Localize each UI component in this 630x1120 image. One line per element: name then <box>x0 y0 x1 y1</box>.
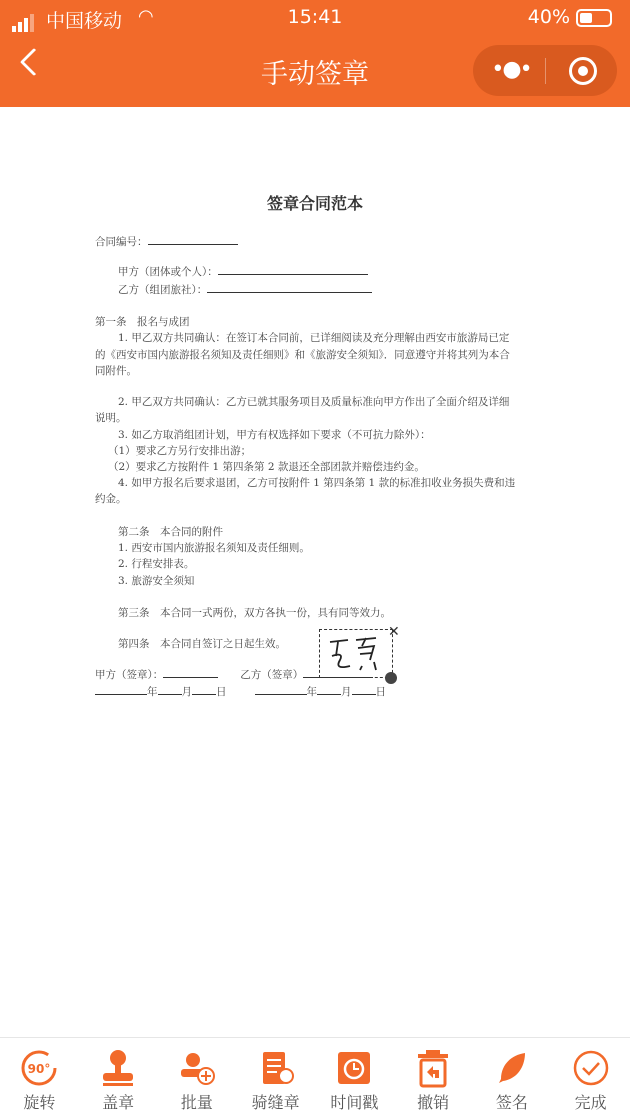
wifi-icon: ◠ <box>138 6 154 27</box>
label: 甲方（团体或个人）： <box>118 266 218 278</box>
label: 旋转 <box>23 1093 56 1112</box>
article-heading: 第三条 本合同一式两份，双方各执一份，具有同等效力。 <box>118 607 391 619</box>
blank <box>207 283 372 293</box>
carrier: 中国移动 <box>46 10 123 32</box>
header <box>0 0 630 107</box>
paragraph-line: 1. 甲乙双方共同确认：在签订本合同前，已详细阅读及充分理解由西安市旅游局已定 <box>118 332 510 344</box>
label: 完成 <box>574 1093 607 1112</box>
seam-stamp-button[interactable] <box>236 1038 315 1120</box>
contract-document <box>0 107 630 1037</box>
paragraph-line: 4. 如甲方报名后要求退团，乙方可按附件 1 第四条第 1 款的标准扣收业务损失费和违 <box>118 477 516 489</box>
sign-button[interactable] <box>473 1038 552 1120</box>
paragraph-line: 同附件。 <box>95 365 137 377</box>
label: 骑缝章 <box>251 1093 300 1112</box>
check-circle-icon <box>551 1046 630 1090</box>
batch-button[interactable] <box>158 1038 237 1120</box>
battery-level: 40% <box>527 6 570 28</box>
date-line: 年 月 日 年 月 日 <box>95 684 545 699</box>
paragraph-line: 的《西安市国内旅游报名须知及责任细则》和《旅游安全须知》．同意遵守并将其列为本合 <box>95 349 510 361</box>
rotate-button[interactable] <box>0 1038 79 1120</box>
close-target-icon[interactable] <box>569 57 597 85</box>
article-heading: 第一条 报名与成团 <box>95 316 190 328</box>
blank <box>218 265 368 275</box>
clock: 15:41 <box>287 6 343 28</box>
bottom-toolbar <box>0 1037 630 1120</box>
party-b <box>118 282 568 297</box>
mini-program-capsule <box>473 45 617 96</box>
more-icon[interactable]: •●• <box>491 57 531 82</box>
contract-number <box>95 234 545 249</box>
handwritten-signature <box>326 634 388 676</box>
status-bar <box>0 6 630 30</box>
timestamp-icon <box>315 1046 394 1090</box>
paragraph-line: 2. 甲乙双方共同确认：乙方已就其服务项目及质量标准向甲方作出了全面介绍及详细 <box>118 396 510 408</box>
paragraph-line: 3. 旅游安全须知 <box>118 575 195 587</box>
stamp-button[interactable] <box>79 1038 158 1120</box>
label: 甲方（签章）： <box>95 669 164 681</box>
article-heading: 第二条 本合同的附件 <box>118 526 223 538</box>
done-button[interactable] <box>551 1038 630 1120</box>
label: 合同编号： <box>95 236 148 248</box>
label: 盖章 <box>102 1093 135 1112</box>
paragraph-line: 3. 如乙方取消组团计划，甲方有权选择如下要求（不可抗力除外）： <box>118 429 431 441</box>
rotate-90-icon <box>0 1046 79 1090</box>
battery-icon <box>576 9 612 27</box>
resize-handle-icon[interactable] <box>385 672 397 684</box>
undo-button[interactable] <box>394 1038 473 1120</box>
timestamp-button[interactable] <box>315 1038 394 1120</box>
label: 时间戳 <box>330 1093 379 1112</box>
undo-icon <box>394 1046 473 1090</box>
paragraph-line: 1. 西安市国内旅游报名须知及责任细则。 <box>118 542 310 554</box>
divider <box>545 58 546 84</box>
seam-stamp-icon <box>236 1046 315 1090</box>
feather-icon <box>473 1046 552 1090</box>
paragraph-line: 2. 行程安排表。 <box>118 558 195 570</box>
page-title: 手动签章 <box>261 59 369 90</box>
stamp-icon <box>79 1046 158 1090</box>
label: 乙方（组团旅社）： <box>118 284 208 296</box>
delete-signature-icon[interactable]: ✕ <box>388 624 400 640</box>
blank <box>163 668 218 678</box>
paragraph-line: 说明。 <box>95 412 127 424</box>
label: 乙方（签章） <box>240 669 304 681</box>
document-title: 签章合同范本 <box>266 194 363 213</box>
label: 签名 <box>495 1093 528 1112</box>
paragraph-line: （2）要求乙方按附件 1 第四条第 2 款退还全部团款并赔偿违约金。 <box>108 461 425 473</box>
batch-stamp-icon <box>158 1046 237 1090</box>
paragraph-line: 约金。 <box>95 493 127 505</box>
signature-box[interactable] <box>319 629 393 678</box>
paragraph-line: （1）要求乙方另行安排出游； <box>108 445 252 457</box>
label: 撤销 <box>417 1093 450 1112</box>
article-heading: 第四条 本合同自签订之日起生效。 <box>118 638 286 650</box>
label: 批量 <box>180 1093 213 1112</box>
party-a <box>118 264 568 279</box>
blank <box>148 235 238 245</box>
svg-text:90°: 90° <box>28 1062 51 1076</box>
